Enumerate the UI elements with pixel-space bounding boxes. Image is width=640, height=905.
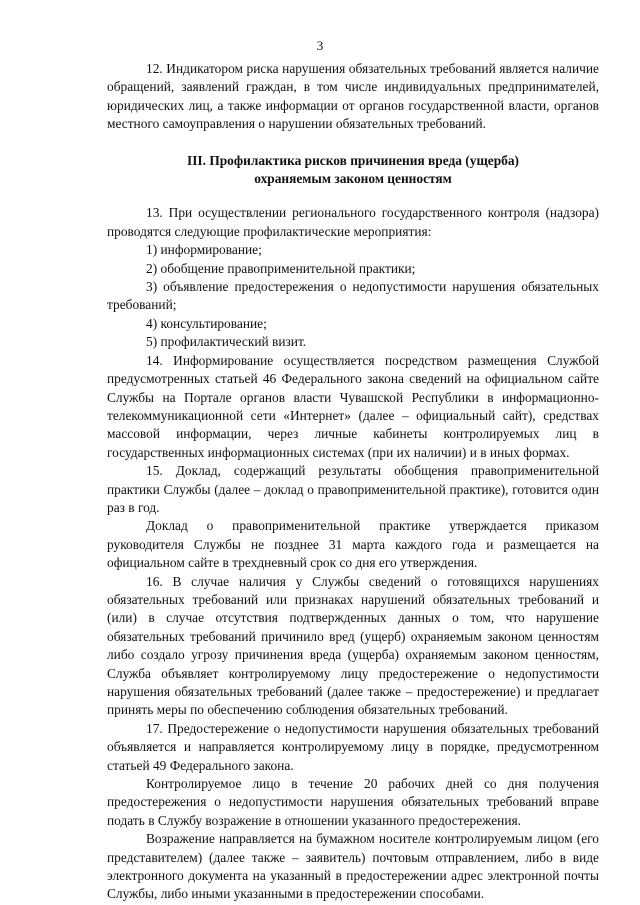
- list-item-2: 2) обобщение правоприменительной практики;: [146, 260, 416, 276]
- paragraph-14: 14. Информирование осуществляется посредством размещения Службой предусмотренных статьей 46 Федерального закона сведений на официальном сайте Службы на Портале органов власти Чувашской Республики в информационно-телекоммуникационной сети «Интернет» (далее – официальный сайт), средствах массовой информации, через личные кабинеты контролируемых лиц в государственных информационных системах (при их наличии) и в иных формах.: [107, 352, 599, 460]
- document-body: [107, 60, 599, 904]
- list-item-5: 5) профилактический визит.: [146, 334, 307, 350]
- paragraph-17-objection-delivery: Возражение направляется на бумажном носителе контролируемым лицом (его представителем) (далее также – заявитель) почтовым отправлением, либо в виде электронного документа на указанный в предостережении адрес электронной почты Службы, либо иными указанными в предостережении способами.: [107, 831, 599, 902]
- paragraph-17-objection-term: Контролируемое лицо в течение 20 рабочих дней со дня получения предостережения о недопустимости нарушения обязательных требований вправе подать в Службу возражение в отношении указанного предостережения.: [107, 776, 599, 828]
- paragraph-15: 15. Доклад, содержащий результаты обобщения правоприменительной практики Службы (далее – доклад о правоприменительной практике), готовится один раз в год.: [107, 463, 599, 515]
- section-heading-line-2: охраняемым законом ценностям: [254, 171, 452, 187]
- list-item-1: 1) информирование;: [146, 242, 262, 258]
- paragraph-16: 16. В случае наличия у Службы сведений о готовящихся нарушениях обязательных требований или признаках нарушений обязательных требований и (или) в случае отсутствия подтвержденных данных о том, что нарушение обязательных требований причинило вред (ущерб) охраняемым законом ценностям либо создало угрозу причинения вреда (ущерба) охраняемым законом ценностям, Служба объявляет контролируемому лицу предостережение о недопустимости нарушения обязательных требований (далее также – предостережение) и предлагает принять меры по обеспечению соблюдения обязательных требований.: [107, 573, 599, 718]
- paragraph-15-approval: Доклад о правоприменительной практике утверждается приказом руководителя Службы не позднее 31 марта каждого года и размещается на официальном сайте в трехдневный срок со дня его утверждения.: [107, 518, 599, 571]
- paragraph-13: 13. При осуществлении регионального государственного контроля (надзора) проводятся следующие профилактические мероприятия:: [107, 205, 599, 239]
- paragraph-12: 12. Индикатором риска нарушения обязательных требований является наличие обращений, заявлений граждан, в том числе индивидуальных предпринимателей, юридических лиц, а также информации от органов государственной власти, органов местного самоуправления о нарушении обязательных требований.: [107, 61, 599, 132]
- page-number: 3: [316, 38, 324, 53]
- list-item-3: 3) объявление предостережения о недопустимости нарушения обязательных требований;: [107, 279, 599, 313]
- paragraph-17: 17. Предостережение о недопустимости нарушения обязательных требований объявляется и направляется контролируемому лицу в порядке, предусмотренном статьей 49 Федерального закона.: [107, 720, 599, 773]
- section-heading: [107, 152, 599, 189]
- list-item-4: 4) консультирование;: [146, 315, 267, 331]
- section-heading-line-1: III. Профилактика рисков причинения вреда (ущерба): [186, 152, 519, 168]
